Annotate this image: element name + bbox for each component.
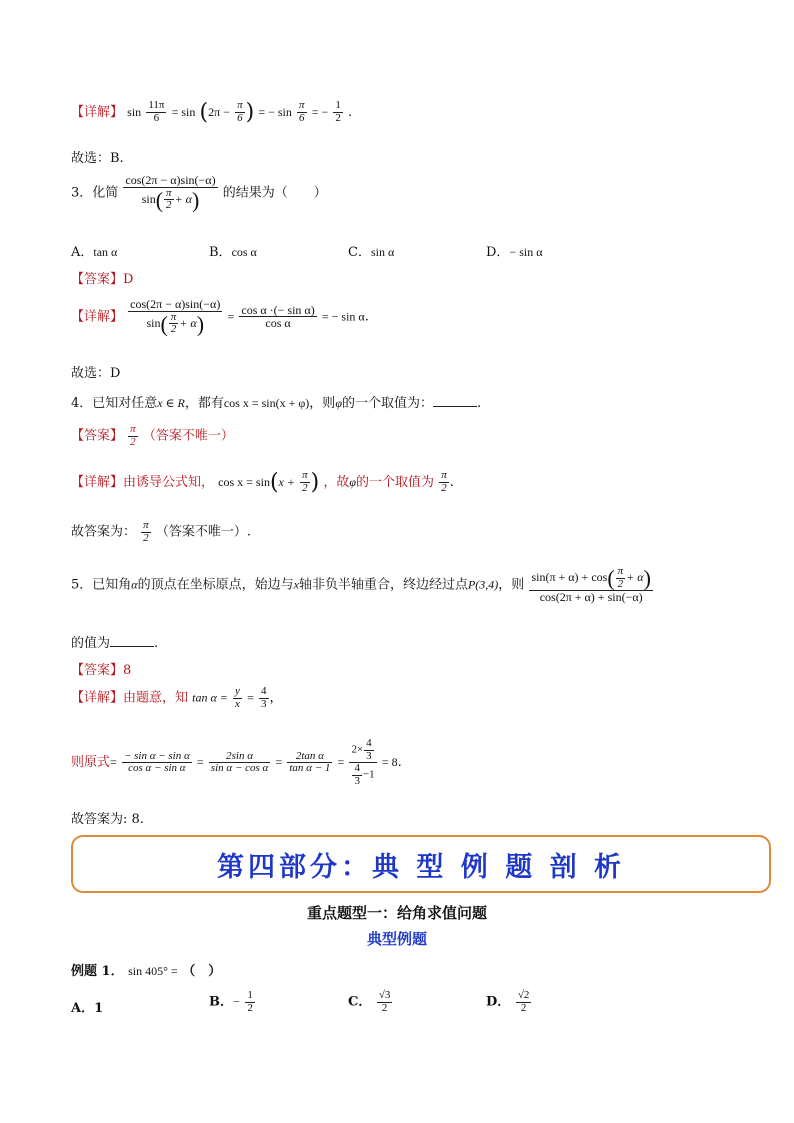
q2-frac-1: $\frac{11\pi}{6}$ — [148, 99, 165, 124]
q5-calculation: 则原式= $\frac{\text{− sin α − sin α}}{\text{cos α − sin α}}$ = $\frac{\text{2sin α}}{\text{sin α − cos α}}$ = $\frac{\text{2tan α}}{\text{tan α − 1}}$ = 2× $\frac{4}{3}$ $\frac{4}{3}$ −1 = 8. — [71, 737, 402, 787]
example1-option-c: C． $\frac{√3}{2}$ — [348, 989, 391, 1014]
q3-detail-frac-1: cos(2π − α)sin(−α) sin( $\frac{\pi}{2}$ + α) — [130, 297, 221, 337]
q4-final: 故答案为： $\frac{\pi}{2}$ （答案不唯一）. — [71, 519, 251, 544]
q3-stem-suffix: 的结果为（ ） — [222, 185, 327, 201]
section-title: 重点题型一：给角求值问题 — [306, 904, 487, 922]
q3-stem-prefix: 3．化简 — [71, 185, 119, 201]
q3-detail-frac-2: $\frac{\text{cos α ·(− sin α)}}{\text{cos α}}$ — [241, 302, 315, 331]
subsection-title: 典型例题 — [366, 930, 427, 948]
q4-stem: 4．已知对任意x ∈ R，都有cos x = sin(x + φ)，则φ的一个取值为： . — [71, 396, 482, 411]
q3-answer: 【答案】D — [71, 272, 134, 287]
q5-answer: 【答案】8 — [71, 663, 132, 678]
q2-frac-3: $\frac{\pi}{6}$ — [299, 99, 305, 124]
q5-stem-cont: 的值为 . — [71, 636, 159, 651]
example1-option-d: D． $\frac{√2}{2}$ — [486, 989, 530, 1014]
q5-final: 故答案为: 8. — [71, 812, 144, 827]
q2-expr-d: = − — [311, 105, 329, 119]
q4-detail: 【详解】由诱导公式知， cos x = sin(x + $\frac{\pi}{2}$ ) ，故φ的一个取值为 $\frac{\pi}{2}$ . — [71, 469, 454, 495]
example1-stem: 例题 1． sin 405° = （ ） — [71, 964, 222, 979]
q5-answer-blank — [110, 634, 154, 647]
q3-stem — [71, 174, 327, 212]
q2-frac-2: $\frac{\pi}{6}$ — [237, 99, 243, 124]
q4-answer: 【答案】 $\frac{\pi}{2}$ （答案不唯一） — [71, 423, 234, 448]
q5-stem: 5．已知角α的顶点在坐标原点，始边与x轴非负半轴重合，终边经过点P(3,4)，则 sin(π + α) + cos( $\frac{\pi}{2}$ + α) cos(2π + α) + sin(−α) — [71, 565, 651, 605]
q2-expr-c: = − sin — [258, 105, 292, 119]
q2-inner: 2π − — [208, 105, 230, 119]
q2-end: . — [348, 105, 353, 120]
example1-option-a: A．1 — [71, 1001, 104, 1016]
q3-option-d: D．− sin α — [486, 245, 543, 260]
q2-expr-a: sin — [127, 105, 142, 119]
q5-detail: 【详解】由题意，知 tan α = $\frac{y}{x}$ = $\frac{4}{3}$ ， — [71, 685, 283, 710]
q3-choice: 故选：D — [71, 366, 121, 381]
q4-answer-blank — [433, 394, 477, 407]
q2-detail-line: 【详解】 sin $\frac{11\pi}{6}$ = sin (2π − $\frac{\pi}{6}$ ) = − sin $\frac{\pi}{6}$ = − $\frac{1}{2}$ . — [71, 99, 353, 125]
detail-label: 【详解】 — [71, 105, 124, 120]
example1-option-b: B．− $\frac{1}{2}$ — [209, 989, 253, 1014]
q2-choice: 故选：B. — [71, 151, 124, 166]
q3-option-a: A．tan α — [71, 245, 118, 260]
q2-frac-4: $\frac{1}{2}$ — [335, 99, 341, 124]
q3-option-b: B．cos α — [209, 245, 257, 260]
q2-expr-b: = sin — [171, 105, 196, 119]
q3-detail-line: 【详解】 cos(2π − α)sin(−α) sin( $\frac{\pi}{2}$ + α) = $\frac{\text{cos α ·(− sin α)}}{\text{cos α}}$ = − sin α. — [71, 297, 369, 337]
q5-main-fraction: sin(π + α) + cos( $\frac{\pi}{2}$ + α) cos(2π + α) + sin(−α) — [531, 565, 651, 605]
section-banner — [71, 835, 771, 893]
banner-title: 第四部分：典 型 例 题 剖 析 — [217, 851, 625, 883]
q3-option-c: C．sin α — [348, 245, 395, 260]
q3-main-fraction: cos(2π − α)sin(−α) sin( $\frac{\pi}{2}$ + α) — [125, 173, 216, 213]
